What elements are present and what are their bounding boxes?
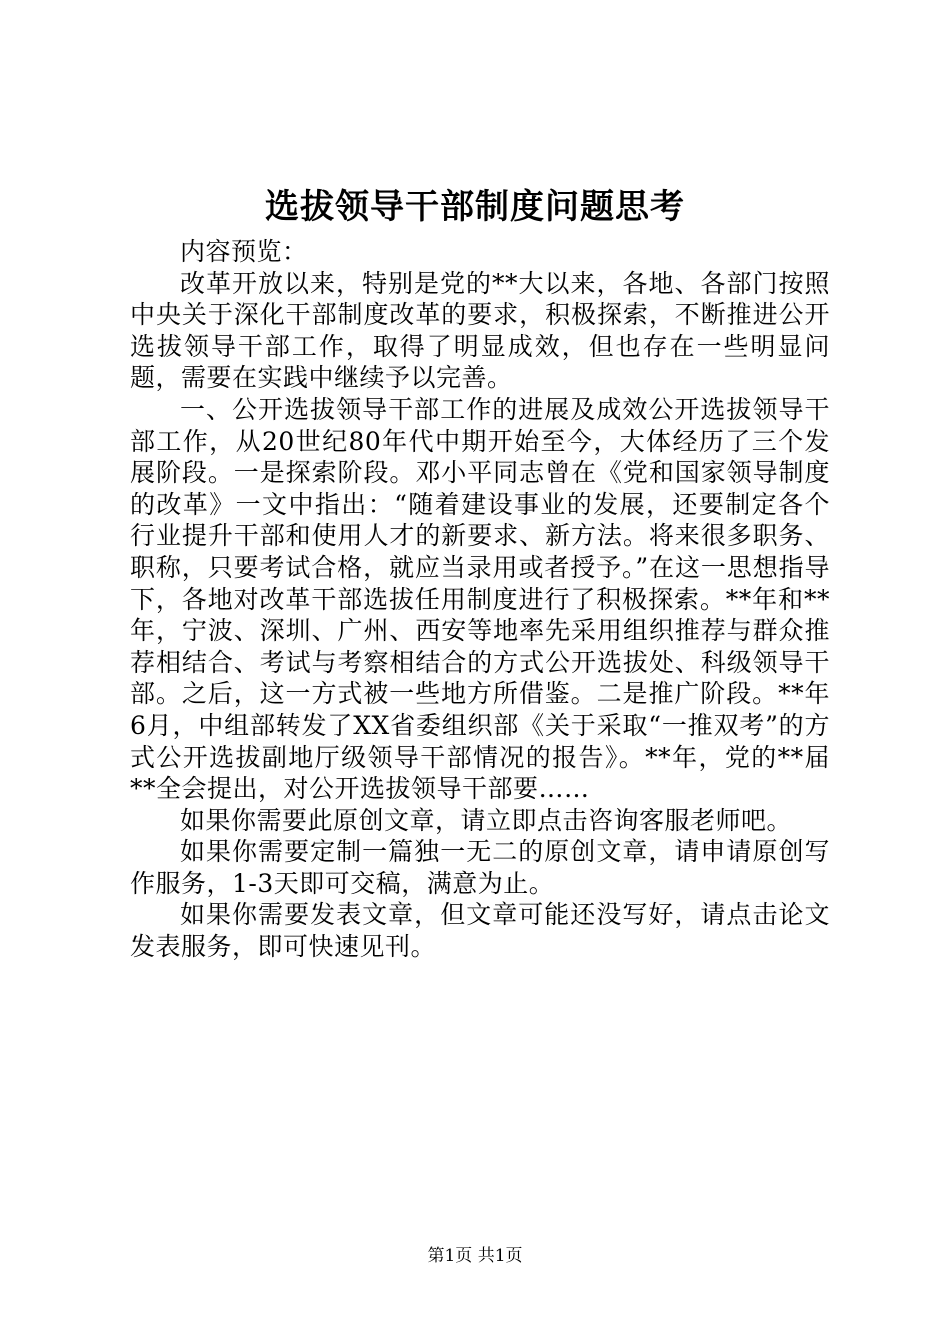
paragraph-custom-writing-notice: 如果你需要定制一篇独一无二的原创文章，请申请原创写作服务，1-3天即可交稿，满意为止。 xyxy=(130,837,830,898)
paragraph-publish-notice: 如果你需要发表文章，但文章可能还没写好，请点击论文发表服务，即可快速见刊。 xyxy=(130,900,830,962)
page-footer: 第1页 共1页 xyxy=(427,1246,523,1266)
document-body xyxy=(130,236,830,963)
document-title: 选拔领导干部制度问题思考 xyxy=(265,187,685,227)
paragraph-intro: 改革开放以来，特别是党的**大以来，各地、各部门按照中央关于深化干部制度改革的要求，积极探索，不断推进公开选拔领导干部工作，取得了明显成效，但也存在一些明显问题，需要在实践中继续予以完善。 xyxy=(130,268,830,393)
paragraph-consult-notice: 如果你需要此原创文章，请立即点击咨询客服老师吧。 xyxy=(180,805,793,835)
paragraph-history: 一、公开选拔领导干部工作的进展及成效公开选拔领导干部工作，从20世纪80年代中期开始至今，大体经历了三个发展阶段。一是探索阶段。邓小平同志曾在《党和国家领导制度的改革》一文中指出：“随着建设事业的发展，还要制定各个行业提升干部和使用人才的新要求、新方法。将来很多职务、职称，只要考试合格，就应当录用或者授予。”在这一思想指导下，各地对改革干部选拔任用制度进行了积极探索。**年和**年，宁波、深圳、广州、西安等地率先采用组织推荐与群众推荐相结合、考试与考察相结合的方式公开选拔处、科级领导干部。之后，这一方式被一些地方所借鉴。二是推广阶段。**年6月，中组部转发了XX省委组织部《关于采取“一推双考”的方式公开选拔副地厅级领导干部情况的报告》。**年，党的**届**全会提出，对公开选拔领导干部要…… xyxy=(130,394,830,804)
preview-label: 内容预览： xyxy=(180,237,308,266)
